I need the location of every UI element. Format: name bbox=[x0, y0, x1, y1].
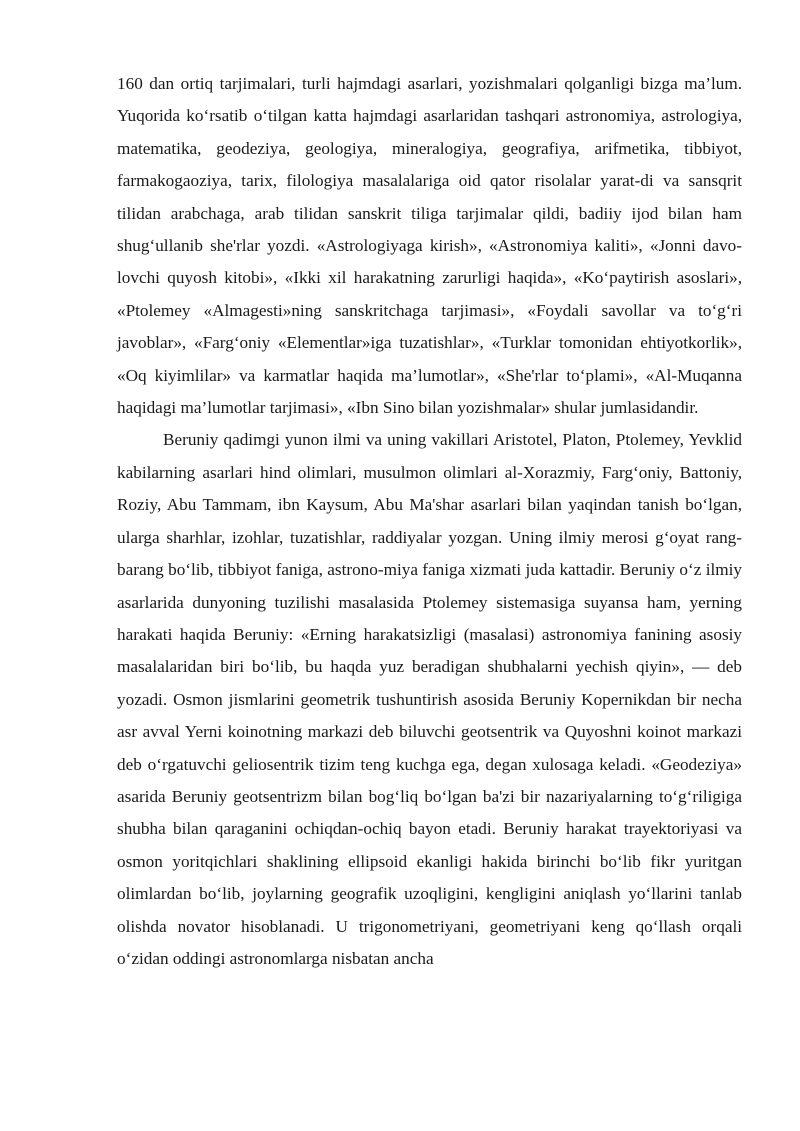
body-paragraph: Beruniy qadimgi yunon ilmi va uning vakillari Aristotel, Platon, Ptolemey, Yevklid kabilarning asarlari hind olimlari, musulmon olimlari al-Xorazmiy, Farg‘oniy, Battoniy, Roziy, Abu Tammam, ibn Kaysum, Abu Ma'shar asarlari bilan yaqindan tanish bo‘lgan, ularga sharhlar, izohlar, tuzatishlar, raddiyalar yozgan. Uning ilmiy merosi g‘oyat rang-barang bo‘lib, tibbiyot faniga, astrono-miya faniga xizmati juda kattadir. Beruniy o‘z ilmiy asarlarida dunyoning tuzilishi masalasida Ptolemey sistemasiga suyansa ham, yerning harakati haqida Beruniy: «Erning harakatsizligi (masalasi) astronomiya fanining asosiy masalalaridan biri bo‘lib, bu haqda yuz beradigan shubhalarni yechish qiyin», — deb yozadi. Osmon jismlarini geometrik tushuntirish asosida Beruniy Kopernikdan bir necha asr avval Yerni koinotning markazi deb biluvchi geotsentrik va Quyoshni koinot markazi deb o‘rgatuvchi geliosentrik tizim teng kuchga ega, degan xulosaga keladi. «Geodeziya» asarida Beruniy geotsentrizm bilan bog‘liq bo‘lgan ba'zi bir nazariyalarning to‘g‘riligiga shubha bilan qaraganini ochiqdan-ochiq bayon etadi. Beruniy harakat trayektoriyasi va osmon yoritqichlari shaklining ellipsoid ekanligi hakida birinchi bo‘lib fikr yuritgan olimlardan bo‘lib, joylarning geografik uzoqligini, kengligini aniqlash yo‘llarini tanlab olishda novator hisoblanadi. U trigonometriyani, geometriyani keng qo‘llash orqali o‘zidan oddingi astronomlarga nisbatan ancha bbox=[117, 430, 742, 968]
body-paragraph: 160 dan ortiq tarjimalari, turli hajmdagi asarlari, yozishmalari qolganligi bizga ma’lum. Yuqorida ko‘rsatib o‘tilgan katta hajmdagi asarlaridan tashqari astronomiya, astrologiya, matematika, geodeziya, geologiya, mineralogiya, geografiya, arifmetika, tibbiyot, farmakogaoziya, tarix, filologiya masalalariga oid qator risolalar yarat-di va sansqrit tilidan arabchaga, arab tilidan sanskrit tiliga tarjimalar qildi, badiiy ijod bilan ham shug‘ullanib she'rlar yozdi. «Astrologiyaga kirish», «Astronomiya kaliti», «Jonni davo-lovchi quyosh kitobi», «Ikki xil harakatning zarurligi haqida», «Ko‘paytirish asoslari», «Ptolemey «Almagesti»ning sanskritchaga tarjimasi», «Foydali savollar va to‘g‘ri javoblar», «Farg‘oniy «Elementlar»iga tuzatishlar», «Turklar tomonidan ehtiyotkorlik», «Oq kiyimlilar» va karmatlar haqida ma’lumotlar», «She'rlar to‘plami», «Al-Muqanna haqidagi ma’lumotlar tarjimasi», «Ibn Sino bilan yozishmalar» shular jumlasidandir. bbox=[117, 74, 742, 418]
document-page bbox=[117, 68, 742, 975]
